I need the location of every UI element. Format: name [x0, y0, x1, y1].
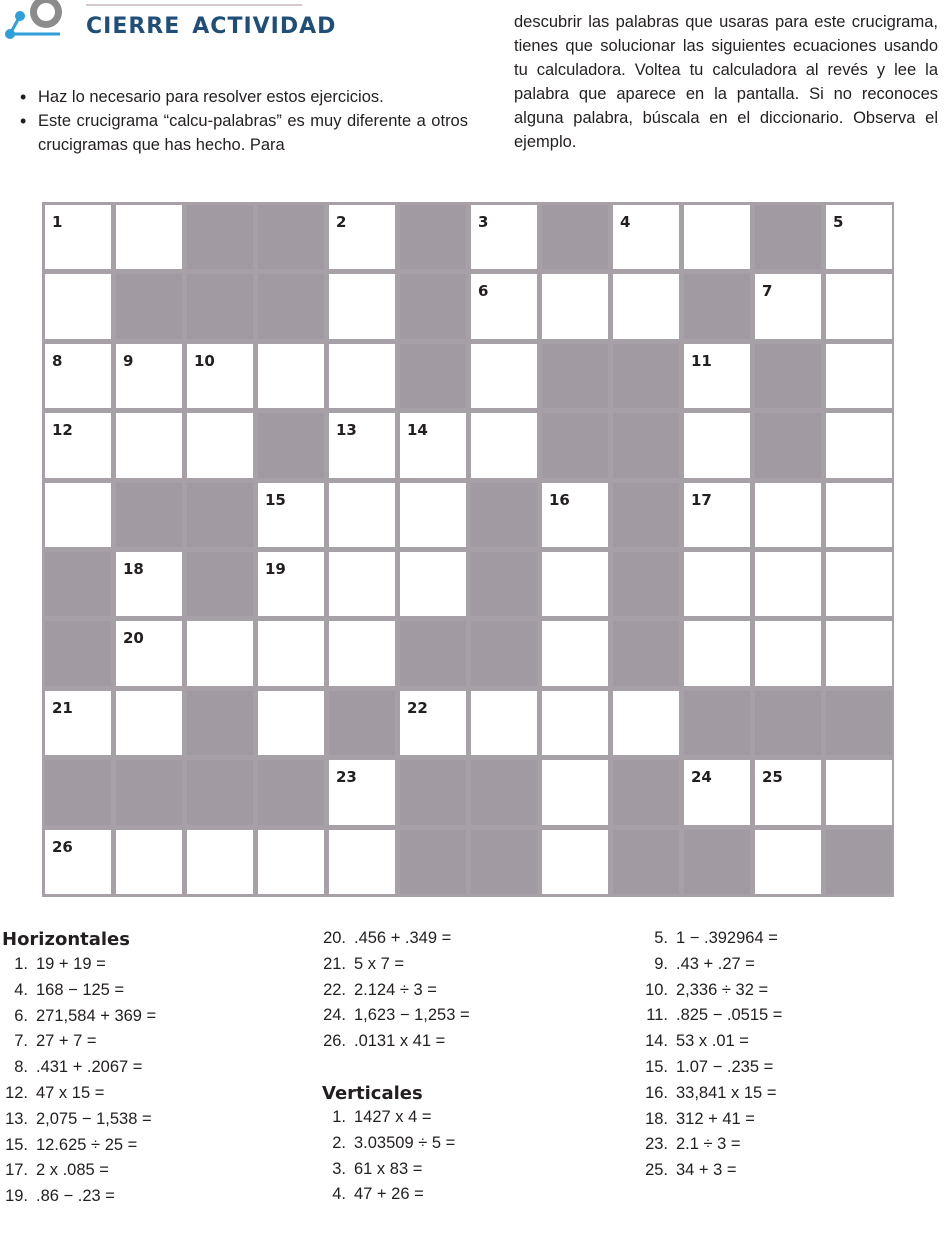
crossword-block-cell	[258, 413, 324, 477]
crossword-answer-cell[interactable]	[45, 413, 111, 477]
crossword-answer-cell[interactable]	[187, 344, 253, 408]
clue-item	[640, 929, 778, 948]
clue-item-equation: 271,584 + 369 =	[36, 1006, 157, 1025]
crossword-answer-cell[interactable]	[329, 621, 395, 685]
crossword-answer-cell[interactable]	[542, 552, 608, 616]
crossword-answer-cell[interactable]	[329, 483, 395, 547]
crossword-answer-cell[interactable]	[542, 830, 608, 894]
crossword-answer-cell[interactable]	[400, 691, 466, 755]
verticales-heading: Verticales	[322, 1083, 423, 1104]
clue-item	[640, 1006, 782, 1025]
crossword-block-cell	[400, 205, 466, 269]
crossword-block-cell	[400, 760, 466, 824]
crossword-answer-cell[interactable]	[187, 621, 253, 685]
crossword-block-cell	[471, 552, 537, 616]
clue-item	[640, 1032, 749, 1051]
clue-number: 2	[336, 213, 347, 231]
crossword-block-cell	[187, 205, 253, 269]
crossword-answer-cell[interactable]	[329, 760, 395, 824]
clue-number: 11	[691, 351, 712, 370]
clue-item-number: 13.	[5, 1109, 28, 1128]
crossword-block-cell	[471, 621, 537, 685]
crossword-answer-cell[interactable]	[45, 205, 111, 269]
crossword-answer-cell[interactable]	[116, 830, 182, 894]
crossword-answer-cell[interactable]	[116, 344, 182, 408]
crossword-block-cell	[542, 205, 608, 269]
clue-item-number: 6.	[14, 1006, 28, 1025]
crossword-answer-cell[interactable]	[542, 274, 608, 338]
crossword-answer-cell[interactable]	[542, 760, 608, 824]
clue-item-number: 4.	[332, 1185, 346, 1204]
clue-item-number: 23.	[645, 1135, 668, 1154]
crossword-answer-cell[interactable]	[329, 274, 395, 338]
clue-item	[640, 1110, 755, 1129]
clue-number: 8	[52, 351, 63, 370]
crossword-block-cell	[116, 760, 182, 824]
crossword-answer-cell[interactable]	[684, 621, 750, 685]
clue-item-equation: .0131 x 41 =	[354, 1032, 446, 1051]
crossword-block-cell	[258, 205, 324, 269]
clue-item-number: 10.	[645, 980, 668, 999]
clue-number: 18	[123, 560, 144, 578]
crossword-block-cell	[471, 483, 537, 547]
clue-item	[640, 1161, 737, 1180]
crossword-answer-cell[interactable]	[471, 274, 537, 338]
clue-item	[640, 1135, 741, 1154]
crossword-block-cell	[613, 483, 679, 547]
clue-number: 22	[407, 698, 428, 717]
crossword-answer-cell[interactable]	[755, 274, 821, 338]
crossword-block-cell	[258, 274, 324, 338]
crossword-answer-cell[interactable]	[45, 483, 111, 547]
crossword-block-cell	[613, 830, 679, 894]
crossword-answer-cell[interactable]	[258, 483, 324, 547]
clue-item	[318, 1185, 424, 1204]
clue-item	[0, 1032, 97, 1051]
clue-number: 16	[549, 490, 570, 509]
clue-item-equation: 33,841 x 15 =	[676, 1083, 777, 1102]
crossword-answer-cell[interactable]	[329, 344, 395, 408]
crossword-block-cell	[826, 691, 892, 755]
clue-item	[0, 1084, 104, 1103]
clue-item-number: 7.	[14, 1032, 28, 1051]
clue-item-number: 22.	[323, 980, 346, 999]
clue-item-equation: 1427 x 4 =	[354, 1108, 432, 1126]
clue-item-number: 17.	[5, 1161, 28, 1180]
crossword-answer-cell[interactable]	[45, 274, 111, 338]
clue-item-number: 15.	[645, 1058, 668, 1076]
crossword-block-cell	[471, 760, 537, 824]
crossword-block-cell	[329, 691, 395, 755]
clue-item-equation: .456 + .349 =	[354, 929, 452, 947]
clue-number: 17	[691, 490, 712, 509]
clue-item	[318, 1032, 445, 1051]
crossword-block-cell	[755, 205, 821, 269]
crossword-answer-cell[interactable]	[187, 830, 253, 894]
clue-number: 13	[336, 421, 357, 440]
clue-number: 19	[265, 560, 286, 578]
crossword-answer-cell[interactable]	[116, 552, 182, 616]
crossword-answer-cell[interactable]	[258, 552, 324, 616]
crossword-answer-cell[interactable]	[826, 413, 892, 477]
clue-item	[640, 955, 755, 974]
crossword-block-cell	[755, 344, 821, 408]
clue-item	[0, 1007, 156, 1026]
clue-number: 4	[620, 213, 631, 231]
crossword-block-cell	[45, 760, 111, 824]
clue-item-equation: 47 + 26 =	[354, 1185, 424, 1204]
clue-item-equation: 2,075 − 1,538 =	[36, 1109, 152, 1128]
crossword-block-cell	[187, 483, 253, 547]
crossword-block-cell	[613, 413, 679, 477]
crossword-block-cell	[258, 760, 324, 824]
crossword-answer-cell[interactable]	[684, 205, 750, 269]
clue-item-equation: 27 + 7 =	[36, 1032, 97, 1051]
title-word-actividad: ACTIVIDAD	[192, 14, 337, 39]
instruction-bullets	[18, 85, 468, 157]
clue-item-number: 8.	[14, 1058, 28, 1077]
clue-item-number: 9.	[654, 954, 668, 973]
clue-item-number: 4.	[14, 980, 28, 999]
crossword-block-cell	[613, 621, 679, 685]
crossword-answer-cell[interactable]	[826, 274, 892, 338]
crossword-block-cell	[613, 760, 679, 824]
clue-item-equation: .86 − .23 =	[36, 1187, 115, 1206]
clue-item	[318, 955, 404, 974]
bullet-item: • Haz lo necesario para resolver estos ejercicios.	[18, 85, 468, 109]
crossword-grid	[42, 202, 894, 897]
clue-number: 23	[336, 768, 357, 787]
crossword-answer-cell[interactable]	[542, 621, 608, 685]
crossword-answer-cell[interactable]	[755, 760, 821, 824]
clue-number: 1	[52, 213, 63, 231]
crossword-answer-cell[interactable]	[755, 552, 821, 616]
crossword-answer-cell[interactable]	[684, 483, 750, 547]
clue-number: 24	[691, 768, 712, 787]
clue-item-equation: 47 x 15 =	[36, 1084, 105, 1102]
crossword-answer-cell[interactable]	[826, 760, 892, 824]
crossword-block-cell	[542, 344, 608, 408]
crossword-block-cell	[45, 552, 111, 616]
clue-number: 12	[52, 421, 73, 440]
crossword-answer-cell[interactable]	[187, 413, 253, 477]
clue-item-equation: .825 − .0515 =	[676, 1006, 783, 1025]
crossword-answer-cell[interactable]	[400, 483, 466, 547]
crossword-answer-cell[interactable]	[684, 344, 750, 408]
clue-item	[318, 981, 437, 1000]
crossword-answer-cell[interactable]	[542, 691, 608, 755]
clue-item-number: 15.	[5, 1135, 28, 1154]
clue-number: 6	[478, 282, 489, 301]
crossword-answer-cell[interactable]	[613, 274, 679, 338]
crossword-block-cell	[471, 830, 537, 894]
clue-item-equation: 3.03509 ÷ 5 =	[354, 1133, 456, 1152]
crossword-block-cell	[187, 552, 253, 616]
crossword-answer-cell[interactable]	[826, 344, 892, 408]
crossword-block-cell	[684, 830, 750, 894]
clue-number: 7	[762, 282, 773, 301]
crossword-answer-cell[interactable]	[258, 344, 324, 408]
crossword-answer-cell[interactable]	[826, 552, 892, 616]
clue-item-equation: 2.1 ÷ 3 =	[676, 1135, 741, 1154]
clue-item-equation: .43 + .27 =	[676, 954, 755, 973]
crossword-answer-cell[interactable]	[826, 205, 892, 269]
clue-number: 10	[194, 351, 215, 370]
clue-item-equation: 34 + 3 =	[676, 1161, 737, 1180]
clue-item-equation: .431 + .2067 =	[36, 1058, 143, 1077]
crossword-answer-cell[interactable]	[258, 621, 324, 685]
crossword-block-cell	[187, 274, 253, 338]
clue-number: 3	[478, 213, 489, 231]
crossword-answer-cell[interactable]	[329, 830, 395, 894]
crossword-block-cell	[755, 413, 821, 477]
clue-item-equation: 19 + 19 =	[36, 955, 106, 973]
crossword-answer-cell[interactable]	[613, 691, 679, 755]
clue-item-equation: 2 x .085 =	[36, 1161, 109, 1180]
clue-item	[318, 1006, 470, 1025]
clue-item-number: 1.	[332, 1108, 346, 1126]
clue-item-equation: 1,623 − 1,253 =	[354, 1006, 470, 1025]
crossword-answer-cell[interactable]	[329, 413, 395, 477]
crossword-answer-cell[interactable]	[258, 691, 324, 755]
clue-number: 25	[762, 768, 783, 787]
crossword-answer-cell[interactable]	[45, 830, 111, 894]
crossword-block-cell	[613, 552, 679, 616]
crossword-block-cell	[755, 691, 821, 755]
crossword-block-cell	[400, 621, 466, 685]
crossword-block-cell	[400, 830, 466, 894]
clue-item-number: 20.	[323, 929, 346, 947]
clue-item-number: 18.	[645, 1109, 668, 1128]
clue-item-number: 14.	[645, 1032, 668, 1051]
crossword-answer-cell[interactable]	[826, 483, 892, 547]
header-rule	[86, 4, 302, 6]
crossword-block-cell	[116, 274, 182, 338]
clue-item-number: 1.	[14, 955, 28, 973]
crossword-block-cell	[684, 691, 750, 755]
clue-number: 21	[52, 698, 73, 717]
clue-item	[0, 1187, 115, 1206]
crossword-answer-cell[interactable]	[45, 344, 111, 408]
clue-number: 14	[407, 421, 428, 440]
clue-item	[0, 981, 124, 1000]
clue-number: 5	[833, 213, 844, 231]
crossword-answer-cell[interactable]	[542, 483, 608, 547]
clue-item-number: 24.	[323, 1006, 346, 1025]
clue-item-number: 12.	[5, 1084, 28, 1102]
clue-item	[0, 955, 106, 974]
crossword-answer-cell[interactable]	[755, 621, 821, 685]
crossword-answer-cell[interactable]	[116, 621, 182, 685]
clue-item-equation: 5 x 7 =	[354, 954, 404, 973]
clue-item-equation: 1 − .392964 =	[676, 929, 778, 947]
crossword-answer-cell[interactable]	[400, 413, 466, 477]
crossword-block-cell	[542, 413, 608, 477]
clue-item-number: 5.	[654, 929, 668, 947]
bullet-item: • Este crucigrama “calcu-palabras” es muy diferente a otros crucigramas que has hecho. Para	[18, 109, 468, 157]
crossword-answer-cell[interactable]	[755, 483, 821, 547]
clue-item-number: 16.	[645, 1083, 668, 1102]
crossword-block-cell	[684, 274, 750, 338]
crossword-answer-cell[interactable]	[755, 830, 821, 894]
clue-number: 9	[123, 351, 134, 370]
clue-item-equation: 312 + 41 =	[676, 1109, 755, 1128]
clue-item	[318, 929, 451, 948]
crossword-block-cell	[45, 621, 111, 685]
crossword-answer-cell[interactable]	[826, 621, 892, 685]
network-logo-icon	[0, 0, 84, 48]
clue-item	[0, 1058, 142, 1077]
activity-header	[0, 0, 460, 50]
clue-item-number: 11.	[646, 1006, 668, 1025]
clue-item	[640, 1058, 773, 1077]
clue-item-equation: 53 x .01 =	[676, 1032, 749, 1051]
instruction-paragraph: descubrir las palabras que usaras para este crucigrama, tienes que solucionar las siguientes ecuaciones usando tu calculadora. Voltea tu calculadora al revés y lee la palabra que aparece en la pantalla. Si no reconoces alguna palabra, búscala en el diccionario. Observa el ejemplo.	[514, 13, 938, 151]
clue-item-equation: 168 − 125 =	[36, 980, 125, 999]
clue-item	[318, 1108, 432, 1127]
clue-item	[0, 1110, 152, 1129]
crossword-block-cell	[400, 274, 466, 338]
crossword-answer-cell[interactable]	[471, 205, 537, 269]
clue-item-number: 19.	[5, 1187, 28, 1206]
clue-item-equation: 1.07 − .235 =	[676, 1058, 774, 1076]
crossword-answer-cell[interactable]	[400, 552, 466, 616]
crossword-answer-cell[interactable]	[258, 830, 324, 894]
crossword-answer-cell[interactable]	[471, 691, 537, 755]
crossword-block-cell	[613, 344, 679, 408]
crossword-answer-cell[interactable]	[116, 205, 182, 269]
clue-item-number: 3.	[332, 1159, 346, 1178]
crossword-answer-cell[interactable]	[684, 413, 750, 477]
crossword-answer-cell[interactable]	[116, 691, 182, 755]
crossword-answer-cell[interactable]	[684, 552, 750, 616]
crossword-answer-cell[interactable]	[471, 413, 537, 477]
clue-number: 26	[52, 837, 73, 856]
section-title	[86, 14, 348, 39]
clue-item	[0, 1161, 109, 1180]
crossword-block-cell	[187, 760, 253, 824]
crossword-answer-cell[interactable]	[116, 413, 182, 477]
crossword-answer-cell[interactable]	[471, 344, 537, 408]
clue-item-number: 25.	[645, 1161, 668, 1180]
clue-item	[640, 981, 768, 1000]
clue-item-equation: 2,336 ÷ 32 =	[676, 980, 769, 999]
clue-item-equation: 2.124 ÷ 3 =	[354, 980, 437, 999]
clue-item-number: 2.	[332, 1133, 346, 1152]
crossword-answer-cell[interactable]	[684, 760, 750, 824]
crossword-block-cell	[187, 691, 253, 755]
crossword-block-cell	[826, 830, 892, 894]
clue-item	[0, 1136, 137, 1155]
horizontales-heading: Horizontales	[2, 929, 130, 950]
clue-item-number: 26.	[323, 1032, 346, 1051]
clue-item	[640, 1084, 776, 1103]
crossword-answer-cell[interactable]	[329, 205, 395, 269]
clue-item	[318, 1160, 422, 1179]
crossword-answer-cell[interactable]	[45, 691, 111, 755]
clue-item-equation: 61 x 83 =	[354, 1159, 423, 1178]
crossword-block-cell	[116, 483, 182, 547]
crossword-answer-cell[interactable]	[329, 552, 395, 616]
clue-number: 20	[123, 629, 144, 648]
clue-item	[318, 1134, 455, 1153]
clue-item-equation: 12.625 ÷ 25 =	[36, 1135, 138, 1154]
clue-number: 15	[265, 490, 286, 509]
title-word-cierre: CIERRE	[86, 14, 181, 39]
clue-item-number: 21.	[323, 954, 346, 973]
crossword-answer-cell[interactable]	[613, 205, 679, 269]
crossword-block-cell	[400, 344, 466, 408]
